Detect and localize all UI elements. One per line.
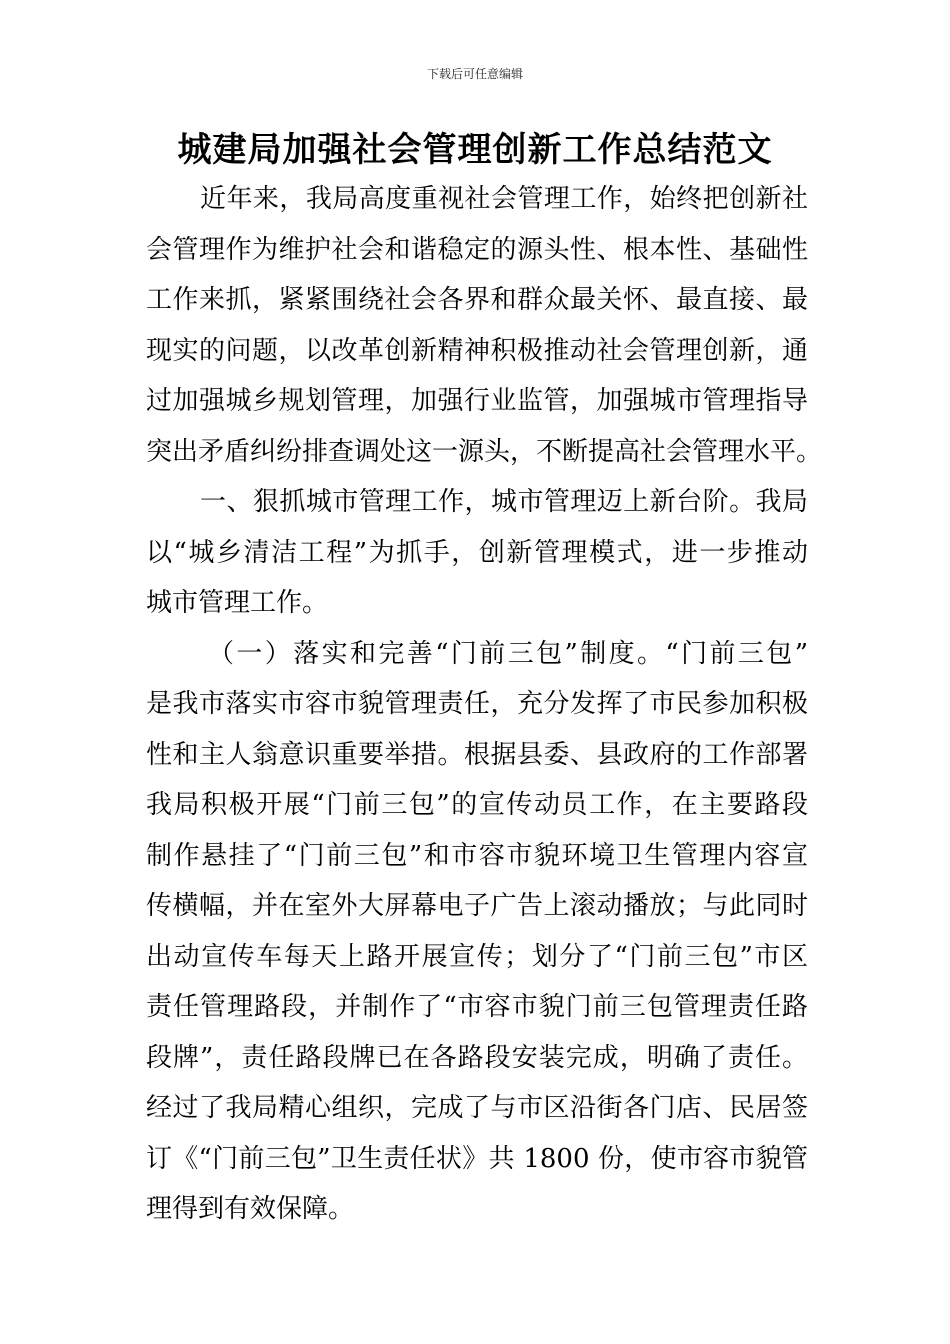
document-body xyxy=(146,174,823,1235)
paragraph-line: 订《“门前三包”卫生责任状》共 1800 份，使市容市貌管 xyxy=(146,1143,808,1174)
paragraph-line: 经过了我局精心组织，完成了与市区沿街各门店、民居签 xyxy=(146,1093,808,1123)
header-note: 下载后可任意编辑 xyxy=(426,67,523,81)
paragraph-line: 出动宣传车每天上路开展宣传；划分了“门前三包”市区 xyxy=(146,941,808,972)
document-title: 城建局加强社会管理创新工作总结范文 xyxy=(177,130,773,170)
paragraph-line: （一）落实和完善“门前三包”制度。“门前三包” xyxy=(208,638,808,669)
paragraph-section-one xyxy=(146,477,808,629)
paragraph-line: 会管理作为维护社会和谐稳定的源头性、根本性、基础性 xyxy=(146,234,808,265)
paragraph-subsection-one xyxy=(146,629,808,1235)
paragraph-line: 现实的问题，以改革创新精神积极推动社会管理创新，通 xyxy=(146,335,808,366)
paragraph-line: 理得到有效保障。 xyxy=(146,1194,355,1224)
paragraph-line: 是我市落实市容市貌管理责任，充分发挥了市民参加积极 xyxy=(146,689,808,719)
paragraph-line: 制作悬挂了“门前三包”和市容市貌环境卫生管理内容宣 xyxy=(146,840,808,871)
paragraph-line: 责任管理路段，并制作了“市容市貌门前三包管理责任路 xyxy=(146,992,808,1022)
paragraph-line: 过加强城乡规划管理，加强行业监管，加强城市管理指导 xyxy=(146,386,808,416)
paragraph-intro xyxy=(146,174,823,477)
paragraph-line: 近年来，我局高度重视社会管理工作，始终把创新社 xyxy=(200,184,808,214)
paragraph-line: 城市管理工作。 xyxy=(146,588,329,618)
paragraph-line: 工作来抓，紧紧围绕社会各界和群众最关怀、最直接、最 xyxy=(146,285,808,315)
paragraph-line: 以“城乡清洁工程”为抓手，创新管理模式，进一步推动 xyxy=(146,537,808,568)
paragraph-line: 突出矛盾纠纷排查调处这一源头，不断提高社会管理水平。 xyxy=(146,436,823,467)
paragraph-line: 段牌”，责任路段牌已在各路段安装完成，明确了责任。 xyxy=(146,1042,808,1073)
paragraph-line: 传横幅，并在室外大屏幕电子广告上滚动播放；与此同时 xyxy=(146,891,808,921)
paragraph-line: 一、狠抓城市管理工作，城市管理迈上新台阶。我局 xyxy=(200,487,808,517)
paragraph-line: 我局积极开展“门前三包”的宣传动员工作，在主要路段 xyxy=(146,790,808,820)
paragraph-line: 性和主人翁意识重要举措。根据县委、县政府的工作部署 xyxy=(146,739,808,770)
